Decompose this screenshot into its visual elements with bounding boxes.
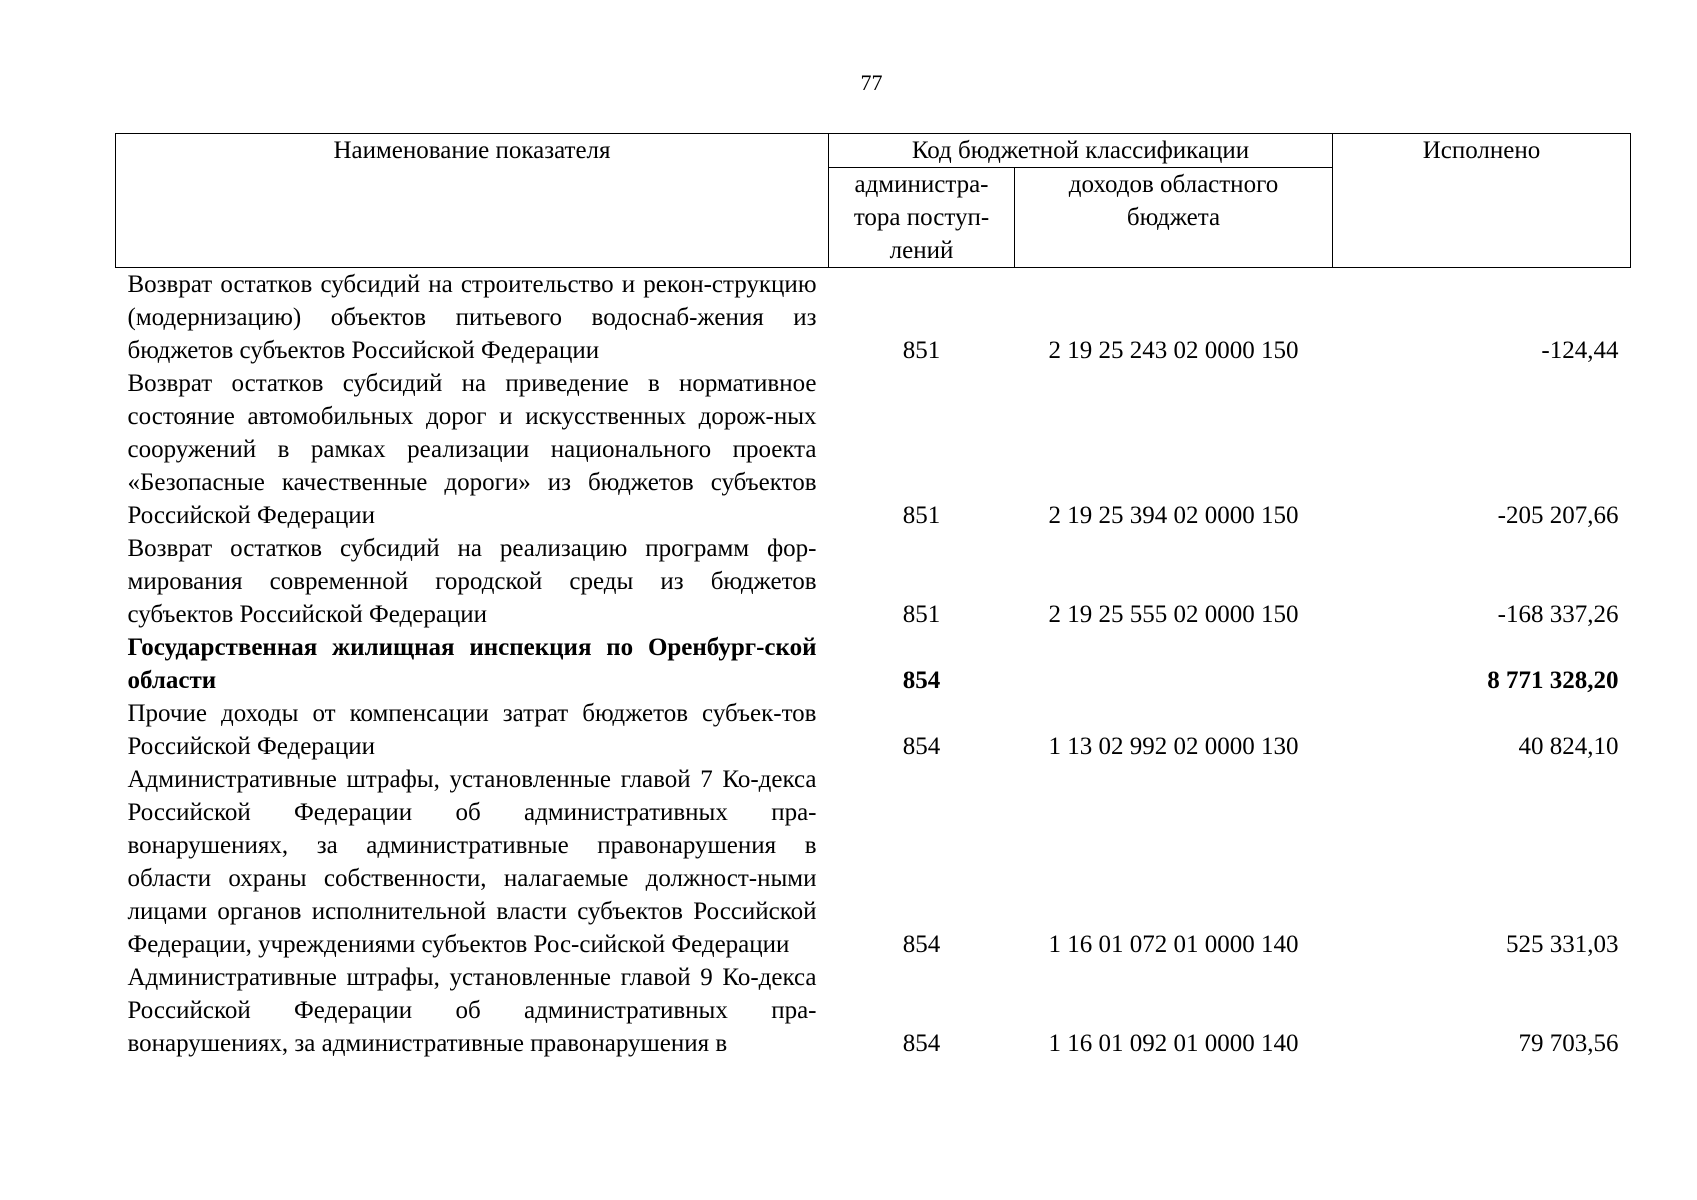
table-row	[116, 763, 1631, 961]
row-income-code: 2 19 25 555 02 0000 150	[1048, 601, 1299, 628]
header-code-group: Код бюджетной классификации	[829, 134, 1333, 168]
row-executed: 79 703,56	[1518, 1030, 1619, 1057]
table-row	[116, 268, 1631, 368]
row-executed: -205 207,66	[1497, 502, 1619, 529]
table-row	[116, 631, 1631, 697]
row-admin-code: 854	[902, 931, 941, 958]
row-executed: 525 331,03	[1506, 931, 1619, 958]
row-name: Возврат остатков субсидий на строительство и рекон-струкцию (модернизацию) объектов питьевого водоснаб-жения из бюджетов субъектов Российской Федерации	[127, 271, 817, 364]
row-name: Административные штрафы, установленные главой 9 Ко-декса Российской Федерации об административных пра-вонарушениях, за административные правонарушения в	[127, 964, 817, 1057]
row-executed: -168 337,26	[1497, 601, 1619, 628]
header-name: Наименование показателя	[116, 134, 829, 268]
row-admin-code: 851	[902, 337, 941, 364]
row-income-code: 2 19 25 394 02 0000 150	[1048, 502, 1299, 529]
row-admin-code: 854	[902, 1030, 941, 1057]
row-name: Государственная жилищная инспекция по Оренбург-ской области	[127, 634, 817, 694]
row-income-code: 1 13 02 992 02 0000 130	[1048, 733, 1299, 760]
row-name: Прочие доходы от компенсации затрат бюджетов субъек-тов Российской Федерации	[127, 700, 817, 760]
row-admin-code: 851	[902, 502, 941, 529]
row-income-code	[1015, 631, 1333, 697]
row-admin-code: 854	[902, 733, 941, 760]
row-executed: 8 771 328,20	[1487, 667, 1619, 694]
row-name: Административные штрафы, установленные главой 7 Ко-декса Российской Федерации об административных пра-вонарушениях, за административные правонарушения в области охраны собственности, налагаемые должност-ными лицами органов исполнительной власти субъектов Российской Федерации, учреждениями субъектов Рос-сийской Федерации	[127, 766, 817, 958]
row-name: Возврат остатков субсидий на приведение в нормативное состояние автомобильных дорог и искусственных дорож-ных сооружений в рамках реализации национального проекта «Безопасные качественные дороги» из бюджетов субъектов Российской Федерации	[127, 370, 817, 529]
row-admin-code: 851	[902, 601, 941, 628]
row-income-code: 1 16 01 072 01 0000 140	[1048, 931, 1299, 958]
table-row	[116, 532, 1631, 631]
row-name: Возврат остатков субсидий на реализацию программ фор-мирования современной городской среды из бюджетов субъектов Российской Федерации	[127, 535, 817, 628]
table-row	[116, 961, 1631, 1060]
row-executed: -124,44	[1541, 337, 1619, 364]
table-row	[116, 367, 1631, 532]
row-executed: 40 824,10	[1518, 733, 1619, 760]
table-row	[116, 697, 1631, 763]
budget-table	[115, 133, 1631, 1060]
page-number: 77	[860, 70, 883, 95]
header-admin: администра-тора поступ-лений	[829, 168, 1015, 268]
header-executed: Исполнено	[1333, 134, 1631, 268]
row-admin-code: 854	[902, 667, 941, 694]
header-income: доходов областного бюджета	[1015, 168, 1333, 268]
table-body	[116, 268, 1631, 1061]
table-header	[116, 134, 1631, 268]
row-income-code: 1 16 01 092 01 0000 140	[1048, 1030, 1299, 1057]
row-income-code: 2 19 25 243 02 0000 150	[1048, 337, 1299, 364]
